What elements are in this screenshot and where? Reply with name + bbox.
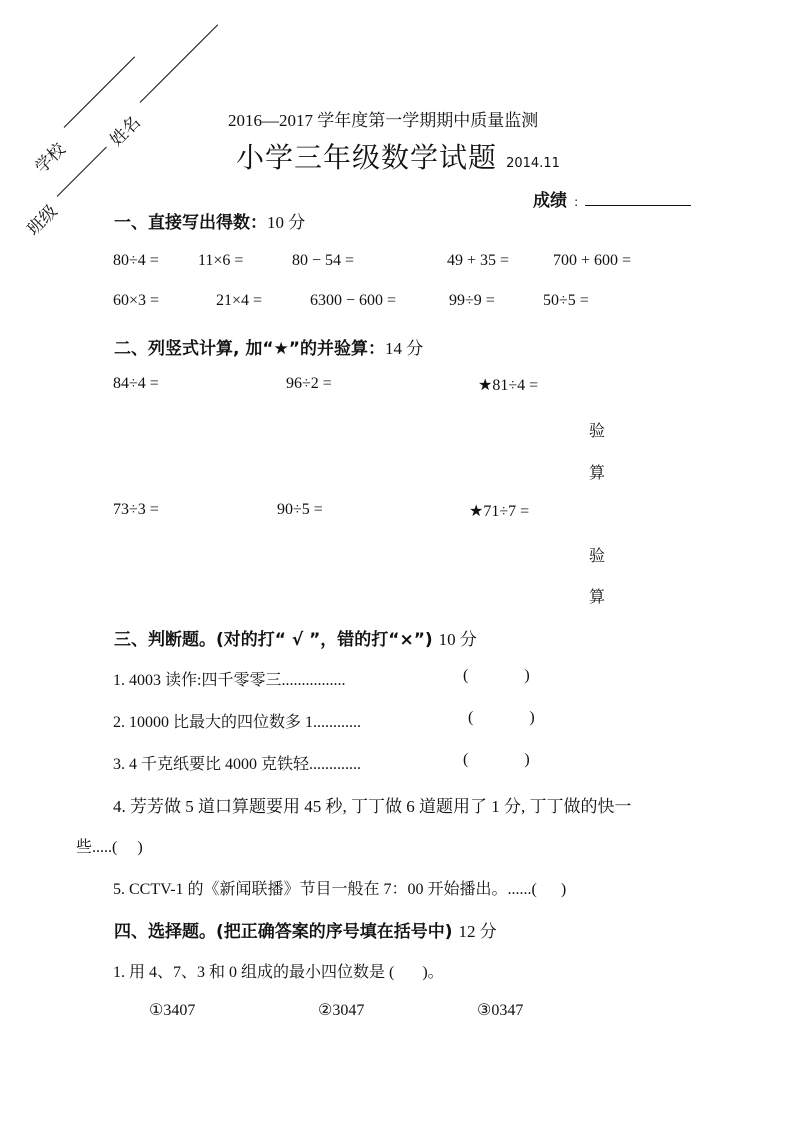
s4-question1: 1. 用 4、7、3 和 0 组成的最小四位数是 ( )。 [113, 964, 444, 981]
s1-r1-q4: 49 + 35 = [447, 252, 510, 269]
s2-check-2b: 算 [589, 587, 606, 606]
name-label: 姓名 [106, 112, 145, 151]
exam-title: 小学三年级数学试题 [236, 141, 498, 174]
s4-option2: ②3047 [318, 1002, 365, 1019]
s3-item5: 5. CCTV-1 的《新闻联播》节目一般在 7：00 开始播出。......( ) [113, 881, 567, 898]
exam-subtitle: 2016—2017 学年度第一学期期中质量监测 [228, 111, 539, 130]
s3-item3: 3. 4 千克纸要比 4000 克铁轻............. [113, 756, 362, 773]
s3-item2: 2. 10000 比最大的四位数多 1............ [113, 714, 362, 731]
name-line [140, 24, 218, 102]
s2-check-2a: 验 [589, 546, 606, 565]
s1-r1-q5: 700 + 600 = [553, 252, 632, 269]
s2-r1-q1: 84÷4 = [113, 375, 159, 392]
s1-r2-q5: 50÷5 = [543, 292, 589, 309]
s3-item1-paren[interactable]: ( ) [463, 667, 530, 684]
s2-r2-q1: 73÷3 = [113, 501, 159, 518]
s1-r1-q1: 80÷4 = [113, 252, 159, 269]
s1-r2-q2: 21×4 = [216, 292, 263, 309]
section4-heading: 四、选择题。(把正确答案的序号填在括号中) 12 分 [114, 922, 497, 942]
exam-title-row [236, 136, 560, 176]
s2-r1-q3: ★81÷4 = [478, 377, 539, 394]
s3-item1: 1. 4003 读作:四千零零三................ [113, 672, 346, 689]
section2-heading: 二、列竖式计算, 加“★”的并验算：14 分 [114, 339, 424, 359]
score-colon: : [574, 195, 579, 209]
s1-r1-q2: 11×6 = [198, 252, 244, 269]
s2-r2-q2: 90÷5 = [277, 501, 323, 518]
class-label: 班级 [23, 201, 62, 240]
exam-date: 2014.11 [506, 156, 560, 171]
section3-heading: 三、判断题。(对的打“ √ ”，错的打“×”) 10 分 [114, 630, 477, 650]
s2-check-1b: 算 [589, 463, 606, 482]
s1-r1-q3: 80 − 54 = [292, 252, 355, 269]
s2-r1-q2: 96÷2 = [286, 375, 332, 392]
s1-r2-q1: 60×3 = [113, 292, 160, 309]
s2-check-1a: 验 [589, 421, 606, 440]
s3-item3-paren[interactable]: ( ) [463, 751, 530, 768]
score-blank[interactable] [585, 191, 691, 206]
s1-r2-q4: 99÷9 = [449, 292, 495, 309]
school-label: 学校 [31, 139, 70, 178]
s3-item4: 4. 芳芳做 5 道口算题要用 45 秒, 丁丁做 6 道题用了 1 分, 丁丁做的快一 [113, 797, 632, 816]
s2-r2-q3: ★71÷7 = [469, 503, 530, 520]
score-label: 成绩 [533, 191, 567, 211]
s3-item4-cont: 些.....( ) [76, 839, 143, 856]
s1-r2-q3: 6300 − 600 = [310, 292, 397, 309]
section1-heading: 一、直接写出得数：10 分 [114, 213, 306, 233]
s4-option3: ③0347 [477, 1002, 524, 1019]
score-field [533, 186, 691, 211]
s4-option1: ①3407 [149, 1002, 196, 1019]
s3-item2-paren[interactable]: ( ) [468, 709, 535, 726]
